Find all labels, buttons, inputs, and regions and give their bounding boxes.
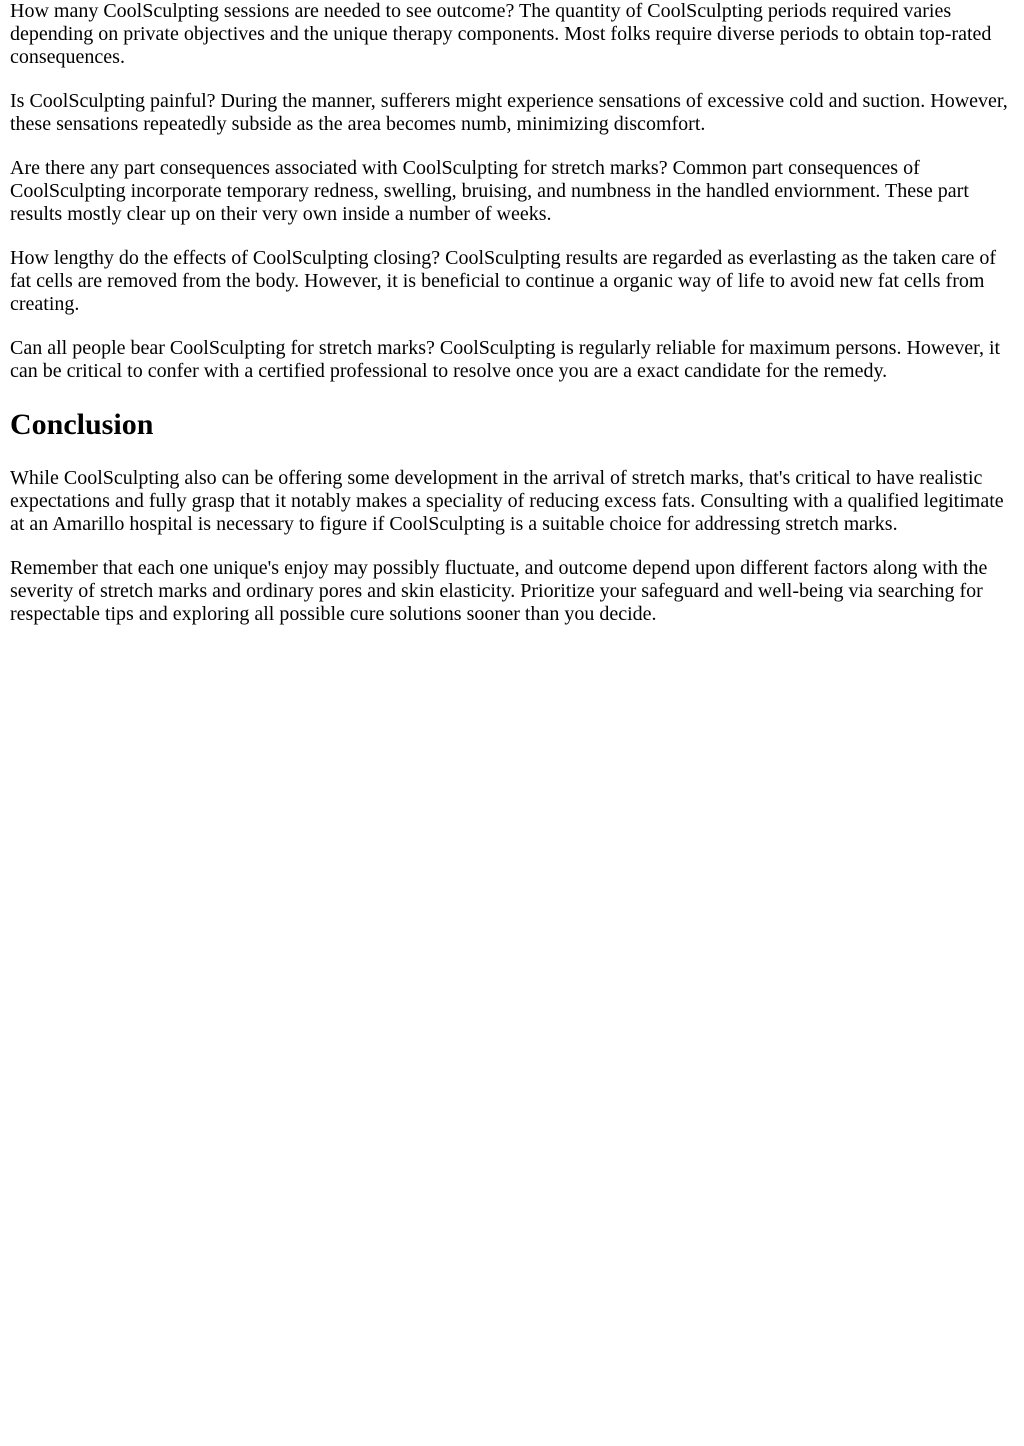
faq-paragraph-duration: How lengthy do the effects of CoolSculpting closing? CoolSculpting results are regarded as everlasting as the taken care of fat cells are removed from the body. However, it is beneficial to continue a organic way of life to avoid new fat cells from creating. — [10, 247, 997, 315]
faq-paragraph-sessions: How many CoolSculpting sessions are needed to see outcome? The quantity of CoolSculpting periods required varies depending on private objectives and the unique therapy components. Most folks require diverse periods to obtain top-rated consequences. — [10, 0, 992, 68]
conclusion-paragraph-advice: Remember that each one unique's enjoy may possibly fluctuate, and outcome depend upon different factors along with the severity of stretch marks and ordinary pores and skin elasticity. Prioritize your safeguard and well-being via searching for respectable tips and exploring all possible cure solutions sooner than you decide. — [10, 557, 988, 625]
faq-paragraph-pain: Is CoolSculpting painful? During the manner, sufferers might experience sensations of excessive cold and suction. However, these sensations repeatedly subside as the area becomes numb, minimizing discomfort. — [10, 90, 1008, 135]
conclusion-paragraph-expectations: While CoolSculpting also can be offering some development in the arrival of stretch marks, that's critical to have realistic expectations and fully grasp that it notably makes a speciality of reducing excess fats. Consulting with a qualified legitimate at an Amarillo hospital is necessary to figure if CoolSculpting is a suitable choice for addressing stretch marks. — [10, 467, 1004, 535]
faq-paragraph-side-effects: Are there any part consequences associated with CoolSculpting for stretch marks? Common part consequences of CoolSculpting incorporate temporary redness, swelling, bruising, and numbness in the handled enviornment. These part results mostly clear up on their very own inside a number of weeks. — [10, 157, 969, 225]
article-body — [0, 0, 1024, 626]
conclusion-heading: Conclusion — [10, 408, 154, 441]
faq-paragraph-candidates: Can all people bear CoolSculpting for stretch marks? CoolSculpting is regularly reliable for maximum persons. However, it can be critical to confer with a certified professional to resolve once you are a exact candidate for the remedy. — [10, 337, 1001, 382]
